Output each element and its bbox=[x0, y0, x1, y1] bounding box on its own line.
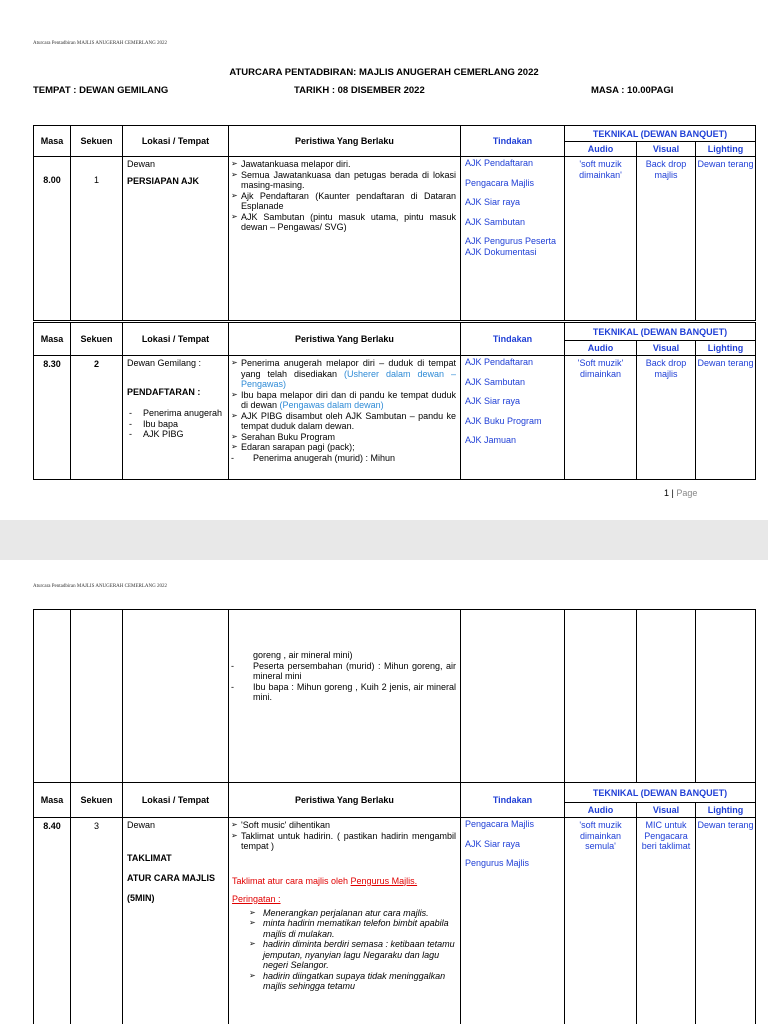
tarikh-label: TARIKH : 08 DISEMBER 2022 bbox=[294, 85, 425, 96]
row-audio: 'soft muzik dimainkan' bbox=[565, 157, 637, 321]
table-row bbox=[34, 818, 756, 1024]
row-tindakan bbox=[461, 356, 565, 480]
tindakan-item: Pengurus Majlis bbox=[465, 858, 530, 868]
col-teknikal: TEKNIKAL (DEWAN BANQUET) bbox=[565, 323, 756, 341]
row-tindakan bbox=[461, 818, 565, 1024]
lokasi-text: Dewan bbox=[127, 159, 156, 169]
list-item: ➢ Taklimat untuk hadirin. ( pastikan hadirin mengambil tempat ) bbox=[229, 831, 456, 852]
running-header: Aturcara Pentadbiran MAJLIS ANUGERAH CEMERLANG 2022 bbox=[33, 584, 168, 589]
running-header: Aturcara Pentadbiran MAJLIS ANUGERAH CEMERLANG 2022 bbox=[33, 41, 168, 46]
col-tindakan: Tindakan bbox=[461, 126, 565, 157]
row-lokasi bbox=[123, 818, 229, 1024]
row-sekuen: 2 bbox=[71, 356, 123, 480]
cell-empty bbox=[123, 610, 229, 783]
list-item bbox=[229, 358, 456, 390]
col-visual: Visual bbox=[637, 142, 696, 157]
tindakan-item: AJK Pendaftaran bbox=[465, 357, 534, 367]
row-lokasi bbox=[123, 356, 229, 480]
row-peristiwa bbox=[229, 610, 461, 783]
list-item: ➢ AJK Sambutan (pintu masuk utama, pintu masuk dewan – Pengawas/ SVG) bbox=[229, 212, 456, 233]
row-peristiwa bbox=[229, 356, 461, 480]
taklimat-note bbox=[229, 876, 460, 886]
row-sekuen: 3 bbox=[71, 818, 123, 1024]
tindakan-item: AJK Buku Program bbox=[465, 415, 542, 426]
document-page-2 bbox=[0, 560, 768, 1024]
col-audio: Audio bbox=[565, 803, 637, 818]
row-tindakan bbox=[461, 157, 565, 321]
row-lighting: Dewan terang bbox=[696, 356, 756, 480]
page-label: Page bbox=[676, 488, 698, 498]
row-visual: MIC untuk Pengacara beri taklimat bbox=[637, 818, 696, 1024]
col-masa: Masa bbox=[34, 783, 71, 818]
row-visual: Back drop majlis bbox=[637, 356, 696, 480]
col-peristiwa: Peristiwa Yang Berlaku bbox=[229, 783, 461, 818]
tindakan-item: AJK Siar raya bbox=[465, 197, 521, 207]
list-item: - Ibu bapa bbox=[127, 419, 224, 430]
cell-empty bbox=[461, 610, 565, 783]
col-sekuen: Sekuen bbox=[71, 323, 123, 356]
tindakan-item: Pengacara Majlis bbox=[465, 177, 535, 188]
page-number: 1 | Page bbox=[664, 488, 698, 498]
col-peristiwa: Peristiwa Yang Berlaku bbox=[229, 126, 461, 157]
lokasi-heading: TAKLIMAT bbox=[127, 853, 172, 863]
tindakan-item: AJK Pengurus Peserta AJK Dokumentasi bbox=[465, 236, 557, 257]
row-peristiwa bbox=[229, 818, 461, 1024]
col-tindakan: Tindakan bbox=[461, 323, 565, 356]
row-lighting: Dewan terang bbox=[696, 157, 756, 321]
cell-empty bbox=[34, 610, 71, 783]
list-item: - Penerima anugerah bbox=[127, 408, 224, 419]
col-sekuen: Sekuen bbox=[71, 126, 123, 157]
list-item: ➢ 'Soft music' dihentikan bbox=[229, 820, 456, 831]
row-audio: 'soft muzik dimainkan semula' bbox=[565, 818, 637, 1024]
tindakan-item: AJK Siar raya bbox=[465, 838, 521, 849]
row-peristiwa bbox=[229, 157, 461, 321]
lokasi-text: Dewan Gemilang : bbox=[127, 358, 202, 368]
peringatan-label: Peringatan : bbox=[232, 893, 281, 904]
list-item: ➢ AJK PIBG disambut oleh AJK Sambutan – pandu ke tempat duduk dalam dewan. bbox=[229, 411, 456, 432]
schedule-table-1 bbox=[33, 125, 756, 321]
cell-empty bbox=[696, 610, 756, 783]
lokasi-heading: PERSIAPAN AJK bbox=[127, 176, 200, 186]
document-title: ATURCARA PENTADBIRAN: MAJLIS ANUGERAH CEMERLANG 2022 bbox=[229, 67, 539, 78]
list-item bbox=[229, 390, 456, 411]
row-audio: 'Soft muzik' dimainkan bbox=[565, 356, 637, 480]
pengawas-note: (Pengawas dalam dewan) bbox=[279, 400, 384, 410]
col-lighting: Lighting bbox=[696, 142, 756, 157]
tindakan-item: AJK Pendaftaran bbox=[465, 158, 534, 168]
taklimat-text: Taklimat atur cara majlis oleh bbox=[232, 875, 351, 886]
list-item: ➢ Semua Jawatankuasa dan petugas berada di lokasi masing-masing. bbox=[229, 170, 456, 191]
cell-empty bbox=[637, 610, 696, 783]
list-item: ➢ hadirin diingatkan supaya tidak meninggalkan majlis sehingga tetamu bbox=[249, 971, 456, 992]
pengurus-majlis-link: Pengurus Majlis. bbox=[350, 875, 418, 886]
schedule-table-3 bbox=[33, 609, 756, 1024]
lokasi-text: Dewan bbox=[127, 820, 156, 830]
list-item: ➢ Menerangkan perjalanan atur cara majlis. bbox=[249, 908, 456, 919]
masa-label: MASA : 10.00PAGI bbox=[591, 85, 674, 96]
lokasi-heading: ATUR CARA MAJLIS bbox=[127, 873, 215, 883]
lokasi-duration: (5MIN) bbox=[127, 893, 155, 903]
tindakan-item: AJK Jamuan bbox=[465, 435, 517, 445]
tindakan-item: AJK Siar raya bbox=[465, 396, 521, 406]
col-masa: Masa bbox=[34, 323, 71, 356]
col-sekuen: Sekuen bbox=[71, 783, 123, 818]
list-item: ➢ Serahan Buku Program bbox=[229, 432, 456, 443]
cell-empty bbox=[565, 610, 637, 783]
cell-empty bbox=[71, 610, 123, 783]
row-lokasi bbox=[123, 157, 229, 321]
col-lokasi: Lokasi / Tempat bbox=[123, 323, 229, 356]
table-row bbox=[34, 610, 756, 783]
col-masa: Masa bbox=[34, 126, 71, 157]
row-masa: 8.40 bbox=[34, 818, 71, 1024]
row-masa: 8.00 bbox=[34, 157, 71, 321]
peristiwa-text: Ibu bapa melapor diri dan di pandu ke tempat duduk di dewan bbox=[241, 389, 456, 410]
peristiwa-text: Penerima anugerah melapor diri – duduk di tempat yang telah disediakan bbox=[241, 358, 456, 379]
col-tindakan: Tindakan bbox=[461, 783, 565, 818]
continued-text: goreng , air mineral mini) bbox=[253, 650, 353, 660]
row-visual: Back drop majlis bbox=[637, 157, 696, 321]
usherer-note: (Usherer dalam dewan – Pengawas) bbox=[241, 368, 456, 389]
tempat-label: TEMPAT : DEWAN GEMILANG bbox=[33, 85, 169, 96]
col-teknikal: TEKNIKAL (DEWAN BANQUET) bbox=[565, 126, 756, 142]
list-item: ➢ Jawatankuasa melapor diri. bbox=[229, 159, 456, 170]
col-teknikal: TEKNIKAL (DEWAN BANQUET) bbox=[565, 783, 756, 803]
page-num-value: 1 bbox=[664, 488, 670, 498]
tindakan-item: Pengacara Majlis bbox=[465, 819, 535, 829]
list-item: - Peserta persembahan (murid) : Mihun goreng, air mineral mini bbox=[229, 661, 460, 682]
table-row bbox=[34, 356, 756, 480]
col-audio: Audio bbox=[565, 341, 637, 356]
list-item: - Penerima anugerah (murid) : Mihun bbox=[229, 453, 460, 464]
list-item: ➢ Edaran sarapan pagi (pack); bbox=[229, 442, 456, 453]
col-lokasi: Lokasi / Tempat bbox=[123, 126, 229, 157]
schedule-table-2 bbox=[33, 322, 756, 480]
row-masa: 8.30 bbox=[34, 356, 71, 480]
list-item: - Ibu bapa : Mihun goreng , Kuih 2 jenis, air mineral mini. bbox=[229, 682, 460, 703]
col-peristiwa: Peristiwa Yang Berlaku bbox=[229, 323, 461, 356]
list-item: ➢ minta hadirin mematikan telefon bimbit apabila majlis di mulakan. bbox=[249, 918, 456, 939]
col-audio: Audio bbox=[565, 142, 637, 157]
list-item: - AJK PIBG bbox=[127, 429, 224, 440]
col-lighting: Lighting bbox=[696, 341, 756, 356]
tindakan-item: AJK Sambutan bbox=[465, 216, 526, 227]
lokasi-heading: PENDAFTARAN : bbox=[127, 387, 201, 397]
tindakan-item: AJK Sambutan bbox=[465, 376, 526, 387]
list-item: ➢ Ajk Pendaftaran (Kaunter pendaftaran di Dataran Esplanade bbox=[229, 191, 456, 212]
col-visual: Visual bbox=[637, 341, 696, 356]
col-lighting: Lighting bbox=[696, 803, 756, 818]
col-visual: Visual bbox=[637, 803, 696, 818]
row-sekuen: 1 bbox=[71, 157, 123, 321]
table-row bbox=[34, 157, 756, 321]
row-lighting: Dewan terang bbox=[696, 818, 756, 1024]
list-item: ➢ hadirin diminta berdiri semasa : ketibaan tetamu jemputan, nyanyian lagu Negaraku dan lagu negeri Selangor. bbox=[249, 939, 456, 971]
col-lokasi: Lokasi / Tempat bbox=[123, 783, 229, 818]
